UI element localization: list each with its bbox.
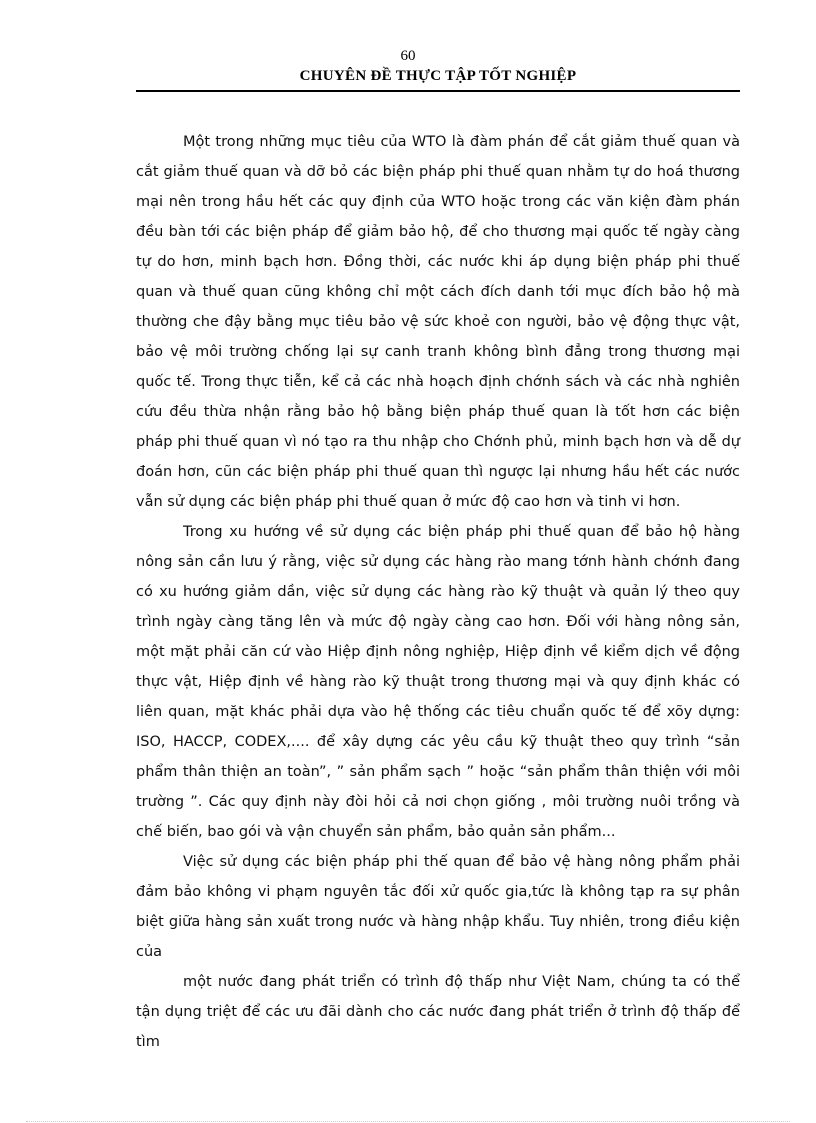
paragraph: Việc sử dụng các biện pháp phi thế quan để bảo vệ hàng nông phẩm phải đảm bảo không vi phạm nguyên tắc đối xử quốc gia,tức là không tạp ra sự phân biệt giữa hàng sản xuất trong nước và hàng nhập khẩu. Tuy nhiên, trong điều kiện của: [136, 854, 740, 960]
page-header-title: CHUYÊN ĐỀ THỰC TẬP TỐT NGHIỆP: [299, 68, 577, 84]
footer-dotted-line: [26, 1121, 790, 1122]
page-number: 60: [400, 48, 416, 64]
paragraph: một nước đang phát triển có trình độ thấp như Việt Nam, chúng ta có thể tận dụng triệt để các ưu đãi dành cho các nước đang phát triển ở trình độ thấp để tìm: [136, 974, 740, 1050]
header-rule: [136, 90, 740, 92]
paragraph: Trong xu hướng về sử dụng các biện pháp phi thuế quan để bảo hộ hàng nông sản cần lưu ý rằng, việc sử dụng các hàng rào mang tớnh hành chớnh đang có xu hướng giảm dần, việc sử dụng các hàng rào kỹ thuật và quản lý theo quy trình ngày càng tăng lên và mức độ ngày càng cao hơn. Đối với hàng nông sản, một mặt phải căn cứ vào Hiệp định nông nghiệp, Hiệp định về kiểm dịch về động thực vật, Hiệp định về hàng rào kỹ thuật trong thương mại và quy định khác có liên quan, mặt khác phải dựa vào hệ thống các tiêu chuẩn quốc tế để xõy dựng: ISO, HACCP, CODEX,.... để xây dựng các yêu cầu kỹ thuật theo quy trình “sản phẩm thân thiện an toàn”, ” sản phẩm sạch ” hoặc “sản phẩm thân thiện với môi trường ”. Các quy định này đòi hỏi cả nơi chọn giống , môi trường nuôi trồng và chế biến, bao gói và vận chuyển sản phẩm, bảo quản sản phẩm...: [136, 524, 740, 840]
document-body: [136, 127, 740, 1057]
paragraph: Một trong những mục tiêu của WTO là đàm phán để cắt giảm thuế quan và cắt giảm thuế quan và dỡ bỏ các biện pháp phi thuế quan nhằm tự do hoá thương mại nên trong hầu hết các quy định của WTO hoặc trong các văn kiện đàm phán đều bàn tới các biện pháp để giảm bảo hộ, để cho thương mại quốc tế ngày càng tự do hơn, minh bạch hơn. Đồng thời, các nước khi áp dụng biện pháp phi thuế quan và thuế quan cũng không chỉ một cách đích danh tới mục đích bảo hộ mà thường che đậy bằng mục tiêu bảo vệ sức khoẻ con người, bảo vệ động thực vật, bảo vệ môi trường chống lại sự canh tranh không bình đẳng trong thương mại quốc tế. Trong thực tiễn, kể cả các nhà hoạch định chớnh sách và các nhà nghiên cứu đều thừa nhận rằng bảo hộ bằng biện pháp thuế quan là tốt hơn các biện pháp phi thuế quan vì nó tạo ra thu nhập cho Chớnh phủ, minh bạch hơn và dễ dự đoán hơn, cũn các biện pháp phi thuế quan thì ngược lại nhưng hầu hết các nước vẫn sử dụng các biện pháp phi thuế quan ở mức độ cao hơn và tinh vi hơn.: [136, 134, 740, 510]
